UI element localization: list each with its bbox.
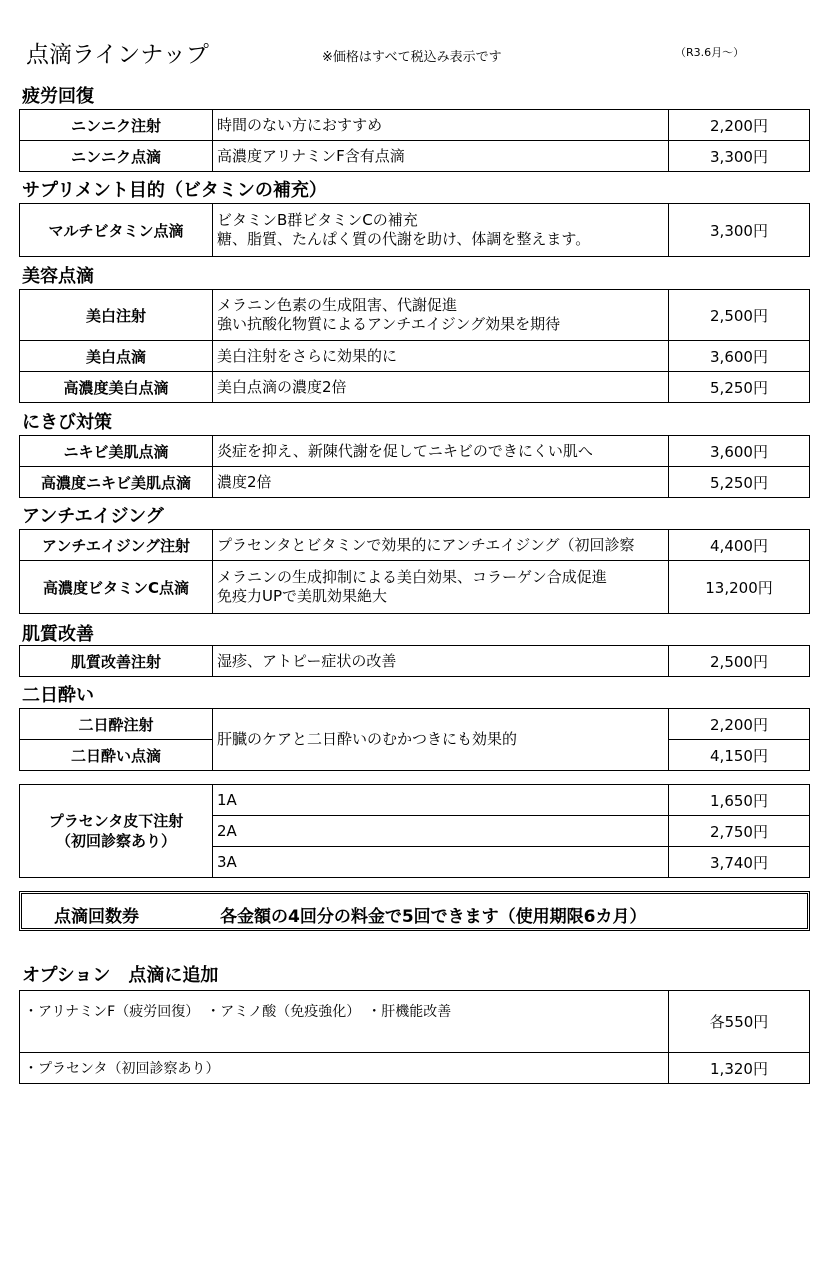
item-desc: 肝臓のケアと二日酔いのむかつきにも効果的 xyxy=(213,709,669,771)
item-name: 高濃度美白点滴 xyxy=(20,372,213,403)
table-row xyxy=(20,290,810,341)
table-beauty xyxy=(19,289,810,403)
item-name: ニンニク注射 xyxy=(20,110,213,141)
placenta-name-line2: （初回診察あり） xyxy=(55,832,176,850)
item-price: 2,750円 xyxy=(669,816,810,847)
table-row xyxy=(20,991,810,1053)
item-price: 1,650円 xyxy=(669,785,810,816)
item-name: 高濃度ニキビ美肌点滴 xyxy=(20,467,213,498)
item-desc: 濃度2倍 xyxy=(213,467,669,498)
table-row xyxy=(20,785,810,816)
table-row xyxy=(20,530,810,561)
table-row xyxy=(20,204,810,257)
item-price: 3,740円 xyxy=(669,847,810,878)
ticket-label: 点滴回数券 xyxy=(54,907,139,927)
item-price: 3,300円 xyxy=(669,141,810,172)
item-name: 二日酔い点滴 xyxy=(20,740,213,771)
placenta-name xyxy=(20,785,213,878)
section-title-fatigue: 疲労回復 xyxy=(22,86,94,107)
item-desc: 美白注射をさらに効果的に xyxy=(213,341,669,372)
ticket-box xyxy=(19,891,810,931)
item-desc: プラセンタとビタミンで効果的にアンチエイジング（初回診察 xyxy=(213,530,669,561)
item-price: 4,150円 xyxy=(669,740,810,771)
item-price: 3,600円 xyxy=(669,341,810,372)
item-price: 13,200円 xyxy=(669,561,810,614)
item-desc-line1: メラニン色素の生成阻害、代謝促進 xyxy=(217,296,458,314)
section-title-acne: にきび対策 xyxy=(22,412,112,433)
table-row xyxy=(20,110,810,141)
item-desc-line2: 免疫力UPで美肌効果絶大 xyxy=(217,587,388,605)
item-name: アンチエイジング注射 xyxy=(20,530,213,561)
tax-note: ※価格はすべて税込み表示です xyxy=(322,50,502,65)
item-price: 2,200円 xyxy=(669,110,810,141)
section-title-beauty: 美容点滴 xyxy=(22,266,94,287)
item-name: 二日酔注射 xyxy=(20,709,213,740)
section-title-skin: 肌質改善 xyxy=(22,624,94,645)
option-desc: ・プラセンタ（初回診察あり） xyxy=(20,1053,669,1084)
table-placenta xyxy=(19,784,810,878)
item-desc-line1: メラニンの生成抑制による美白効果、コラーゲン合成促進 xyxy=(217,568,607,586)
item-name: ニキビ美肌点滴 xyxy=(20,436,213,467)
item-desc: 湿疹、アトピー症状の改善 xyxy=(213,646,669,677)
table-fatigue xyxy=(19,109,810,172)
item-price: 4,400円 xyxy=(669,530,810,561)
table-row xyxy=(20,436,810,467)
item-desc: 3A xyxy=(213,847,669,878)
item-desc: 炎症を抑え、新陳代謝を促してニキビのできにくい肌へ xyxy=(213,436,669,467)
item-desc-line2: 糖、脂質、たんぱく質の代謝を助け、体調を整えます。 xyxy=(217,230,591,248)
options-title: オプション 点滴に追加 xyxy=(22,965,219,986)
item-name: マルチビタミン点滴 xyxy=(20,204,213,257)
item-desc xyxy=(213,561,669,614)
table-acne xyxy=(19,435,810,498)
item-price: 5,250円 xyxy=(669,467,810,498)
ticket-text: 各金額の4回分の料金で5回できます（使用期限6カ月） xyxy=(220,907,647,927)
item-desc: 2A xyxy=(213,816,669,847)
option-desc: ・アリナミンF（疲労回復） ・アミノ酸（免疫強化） ・肝機能改善 xyxy=(20,991,669,1053)
table-row xyxy=(20,1053,810,1084)
section-title-hangover: 二日酔い xyxy=(22,685,94,706)
table-row xyxy=(20,341,810,372)
item-desc-line2: 強い抗酸化物質によるアンチエイジング効果を期待 xyxy=(217,315,561,333)
item-price: 2,200円 xyxy=(669,709,810,740)
section-title-supplement: サプリメント目的（ビタミンの補充） xyxy=(22,180,327,201)
table-row xyxy=(20,141,810,172)
table-row xyxy=(20,467,810,498)
item-desc: 時間のない方におすすめ xyxy=(213,110,669,141)
table-antiaging xyxy=(19,529,810,614)
item-desc: 高濃度アリナミンF含有点滴 xyxy=(213,141,669,172)
item-name: 美白注射 xyxy=(20,290,213,341)
item-name: 美白点滴 xyxy=(20,341,213,372)
item-price: 3,300円 xyxy=(669,204,810,257)
item-name: 高濃度ビタミンC点滴 xyxy=(20,561,213,614)
item-price: 2,500円 xyxy=(669,646,810,677)
item-desc: 1A xyxy=(213,785,669,816)
option-price: 1,320円 xyxy=(669,1053,810,1084)
item-price: 3,600円 xyxy=(669,436,810,467)
table-supplement xyxy=(19,203,810,257)
table-skin xyxy=(19,645,810,677)
item-name: ニンニク点滴 xyxy=(20,141,213,172)
table-options xyxy=(19,990,810,1084)
table-hangover xyxy=(19,708,810,771)
table-row xyxy=(20,646,810,677)
table-row xyxy=(20,561,810,614)
table-row xyxy=(20,709,810,740)
table-row xyxy=(20,372,810,403)
item-desc: 美白点滴の濃度2倍 xyxy=(213,372,669,403)
item-name: 肌質改善注射 xyxy=(20,646,213,677)
item-desc-line1: ビタミンB群ビタミンCの補充 xyxy=(217,211,418,229)
item-desc xyxy=(213,204,669,257)
item-price: 2,500円 xyxy=(669,290,810,341)
item-price: 5,250円 xyxy=(669,372,810,403)
page-title: 点滴ラインナップ xyxy=(26,42,209,68)
item-desc xyxy=(213,290,669,341)
effective-date: （R3.6月～） xyxy=(675,46,745,59)
option-price: 各550円 xyxy=(669,991,810,1053)
section-title-antiaging: アンチエイジング xyxy=(22,506,164,527)
placenta-name-line1: プラセンタ皮下注射 xyxy=(48,812,184,830)
